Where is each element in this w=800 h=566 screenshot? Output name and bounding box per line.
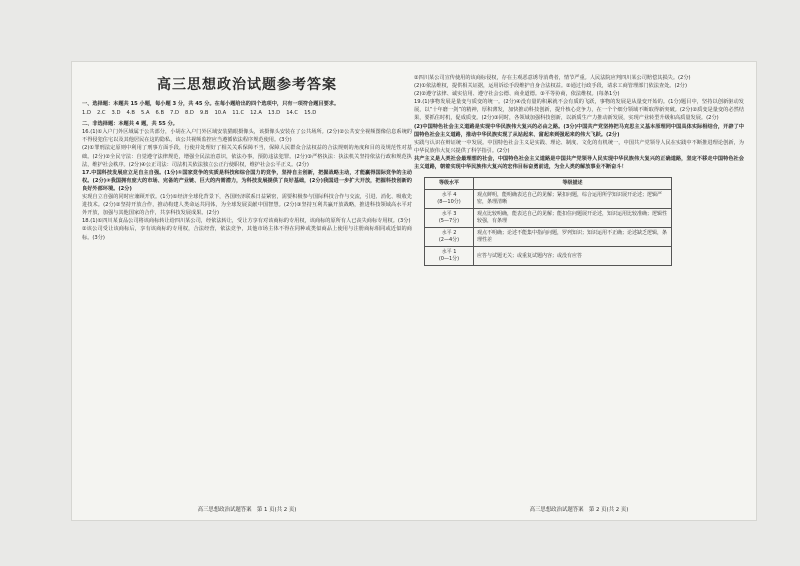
answer-item: 6.B	[155, 110, 165, 117]
table-header-cell: 等级水平	[425, 178, 474, 190]
answer-sheet	[72, 62, 756, 520]
page-footer: 高三思想政治试题答案 第 2 页(共 2 页)	[529, 506, 629, 513]
answer-item: 11.C	[232, 110, 245, 117]
level-label: 水平 3	[441, 211, 457, 218]
q18-part5: (2)②遵守法律、诚实信用、遵守社会公德、商业道德。③平等协商，依法维权。(每条1分)	[414, 91, 620, 98]
q18-part3: ②四川某公司宣传使用的该商标侵权，存在主观恶意诱导消费者，情节严重。人民法院应判四川某公司赔偿其损失。(2分)	[414, 75, 691, 81]
level-score: (5—7分)	[438, 218, 460, 225]
answer-item: 1.D	[82, 110, 91, 117]
q19-part4: 共产主义是人类社会最理想的社会，中国特色社会主义道路是中国共产党领导人民实现中华民族伟大复兴的正确道路，坚定不移走中国特色社会主义道路，朝着实现中华民族伟大复兴的宏伟目标奋勇前进，为全人类的解放事业不断奋斗！	[414, 155, 744, 171]
table-header-row	[425, 178, 672, 190]
level-cell	[425, 228, 474, 247]
table-row	[425, 209, 672, 228]
level-label: 水平 4	[441, 192, 457, 199]
level-label: 水平 2	[441, 230, 457, 237]
section-choice-heading: 一、选择题：本题共 15 小题，每小题 3 分，共 45 分。在每小题给出的四个选项中，只有一项符合题目要求。	[82, 101, 340, 107]
answer-item: 10.A	[214, 110, 227, 117]
q19-part3: 实践与认识在辩证统一中发展。中国特色社会主义是实践、理论、制度、文化的有机统一，中国共产党领导人民在实践中不断推进理论创新，为中华民族伟大复兴提供了科学指引。(2分)	[414, 139, 744, 154]
page-title: 高三思想政治试题参考答案	[157, 77, 337, 93]
section-nonchoice-heading: 二、非选择题：本题共 4 题，共 55 分。	[82, 121, 178, 128]
answer-item: 13.D	[267, 110, 281, 117]
table-row	[425, 228, 672, 247]
answer-item: 3.D	[111, 110, 121, 117]
answer-item: 4.B	[126, 110, 135, 117]
page-2	[414, 62, 744, 520]
answer-item: 9.B	[199, 110, 209, 117]
description-cell: 观点鲜明，能明确表达自己的见解；紧扣问题，综合运用所学知识展开论述；逻辑严密，条理清晰	[474, 190, 672, 209]
q16-part1: 16.(1)①入户门外区域属于公共部分，小胡在入户门外区域安装猫眼摄像头，该摄像头安装在了公共场所。(2分)②公共安全视频图像信息系统的不得侵犯住宅以及其他居民在这的隐私，该公共视频监控应当遵循依法程序规范使用。(3分)	[82, 129, 412, 144]
answer-item: 5.A	[141, 110, 150, 117]
description-cell: 观点不明确；论述不能集中指向问题，罗列知识；知识运用不正确；论述缺乏逻辑，条理性差	[474, 228, 672, 247]
answer-item: 2.C	[96, 110, 106, 117]
table-header-cell: 等级描述	[474, 178, 672, 190]
grading-table	[424, 177, 672, 266]
level-label: 水平 1	[441, 249, 457, 256]
level-cell	[425, 190, 474, 209]
answer-item: 8.D	[184, 110, 194, 117]
level-cell	[425, 209, 474, 228]
level-score: (0—1分)	[438, 256, 460, 263]
answer-item: 14.C	[286, 110, 299, 117]
q18-part4: (2)①依法维权，提供相关证据，运用诉讼手段维护自身合法权益。②通过行政手段，请求工商管理部门依法查处。(2分)	[414, 83, 687, 90]
answer-item: 12.A	[250, 110, 262, 117]
description-cell: 观点比较明确，能表达自己的见解；能扣住问题展开论述，知识运用比较准确；逻辑性较强，有条理	[474, 209, 672, 228]
page-footer: 高三思想政治试题答案 第 1 页(共 2 页)	[197, 506, 297, 513]
q19-part1: 19.(1)事物发展是量变与质变的统一。(2分)④没有量的积累就不会有质的飞跃，事物的发展是从量变开始的。(1分)题目中，坚持以创新驱动发展，以“十年磨一剑”的精神，厚积薄发，加快推动科技创新，提升核心竞争力，在一个个细分领域不断取得新突破。(2分)②质变是量变的必然结果，要抓住时机，促成质变。(2分)③同时，各领域加强科技创新，以新质生产力推动新发展，实现产业转型升级和高质量发展。(2分)	[414, 99, 744, 122]
choice-answers	[82, 109, 412, 117]
q16-part2: (2)①罪刑法定原则中利用了刑事方面手段，行使并处理好了相关关系保障不当，保障人民群众合法权益的合法规则的角度和目的及规范性对基础。(2分)②全民守法：自觉遵守法律规范，增强全民法治意识，依法办事，预防违法犯罪。(2分)③严格执法：执法机关坚持依法行政和规范执法，维护社会秩序。(2分)④公正司法：司法机关依法独立公正行使职权，维护社会公平正义。(2分)	[82, 145, 412, 168]
q19-part2: (2)中国特色社会主义道路是实现中华民族伟大复兴的必由之路。(3分)中国共产党坚持把马克思主义基本原理同中国具体实际相结合，开辟了中国特色社会主义道路，推动中华民族实现了从站起来、富起来到强起来的伟大飞跃。(2分)	[414, 123, 744, 138]
description-cell: 应答与试题无关；或重复试题内容；或没有应答	[474, 247, 672, 266]
answer-item: 7.D	[170, 110, 179, 117]
table-row	[425, 190, 672, 209]
page-1	[82, 62, 412, 520]
level-score: (8—10分)	[437, 199, 461, 206]
q17-part2: 实现自立自强的同时应兼顾开放。(1分)①经济全球化背景下，各国经济联系日益紧密，需要积极参与国际科技合作与交流，引进、消化、吸收先进技术。(2分)②坚持开放合作，推动构建人类命运共同体，为全球发展贡献中国智慧。(2分)③坚持互利共赢开放战略，推进科技领域高水平对外开放，加强与其他国家的合作，共享科技发展成果。(2分)	[82, 194, 412, 217]
q17-part1: 17.中国科技发展应立足自主自强。(1分)①国家竞争的实质是科技和综合国力的竞争，坚持自主创新，把握战略主动，才能赢得国际竞争的主动权。(2分)②我国拥有庞大的市场、完备的产业链、巨大的内需潜力，为科技发展提供了良好基础，(2分)我国进一步扩大开放，把握科技创新的良好外部环境。(2分)	[82, 169, 412, 192]
level-score: (2—4分)	[438, 237, 460, 244]
q18-part1: 18.(1)①四川某食品公司将该商标转让给四川某公司，经依法转让，受让方享有对该商标的专用权，该商标的原所有人已丧失商标专用权。(3分)	[82, 218, 411, 225]
level-cell	[425, 247, 474, 266]
answer-item: 15.D	[304, 110, 317, 117]
q18-part2: ②该公司受让该商标后，享有该商标的专用权，合法经营，依法竞争，其他市场主体不得在同种或类似商品上使用与注册商标相同或近似的商标。(3分)	[82, 226, 412, 241]
table-row	[425, 247, 672, 266]
